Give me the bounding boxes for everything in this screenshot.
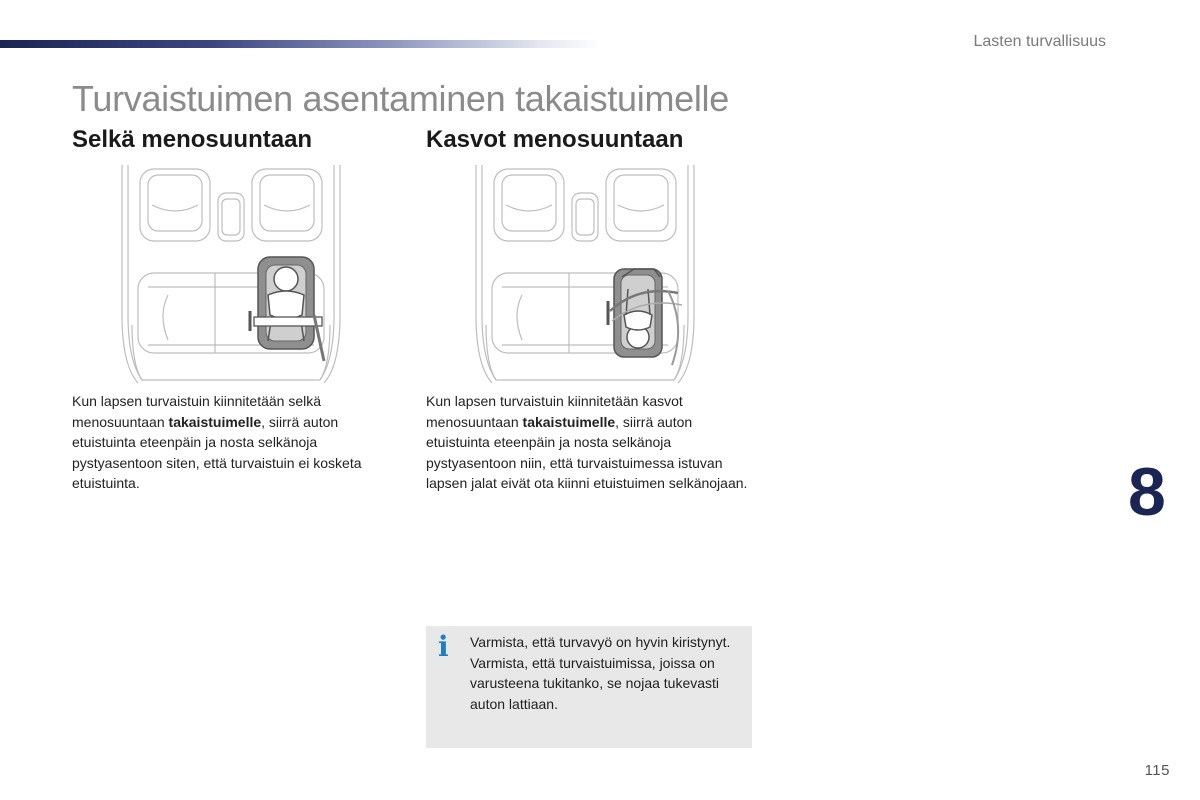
rear-facing-seat-illustration [118, 165, 344, 385]
info-icon: i [438, 630, 449, 663]
forward-facing-instructions: Kun lapsen turvaistuin kiinnitetään kasvot menosuuntaan takaistuimelle, siirrä auton etuistuinta eteenpäin ja nosta selkänoja pystyasentoon niin, että turvaistuimessa istuvan lapsen jalat eivät ota kiinni etuistuimen selkänojaan. [426, 393, 748, 491]
forward-facing-seat-illustration [472, 165, 698, 385]
page-title: Turvaistuimen asentaminen takaistuimelle [72, 78, 729, 119]
info-note-box [426, 626, 752, 748]
chapter-number: 8 [1128, 454, 1166, 530]
car-interior-top-view-icon [472, 165, 698, 385]
header-gradient-bar [0, 40, 600, 48]
section-label: Lasten turvallisuus [973, 33, 1106, 50]
heading-rear-facing: Selkä menosuuntaan [72, 126, 313, 153]
car-interior-top-view-icon [118, 165, 344, 385]
rear-facing-instructions: Kun lapsen turvaistuin kiinnitetään selkä menosuuntaan takaistuimelle, siirrä auton etuistuinta eteenpäin ja nosta selkänoja pystyasentoon siten, että turvaistuin ei kosketa etuistuinta. [72, 393, 362, 491]
info-note-text: Varmista, että turvavyö on hyvin kiristynyt. Varmista, että turvaistuimissa, joissa on varusteena tukitanko, se nojaa tukevasti auton lattiaan. [470, 634, 731, 712]
page-number: 115 [1144, 762, 1170, 779]
heading-forward-facing: Kasvot menosuuntaan [426, 126, 684, 153]
